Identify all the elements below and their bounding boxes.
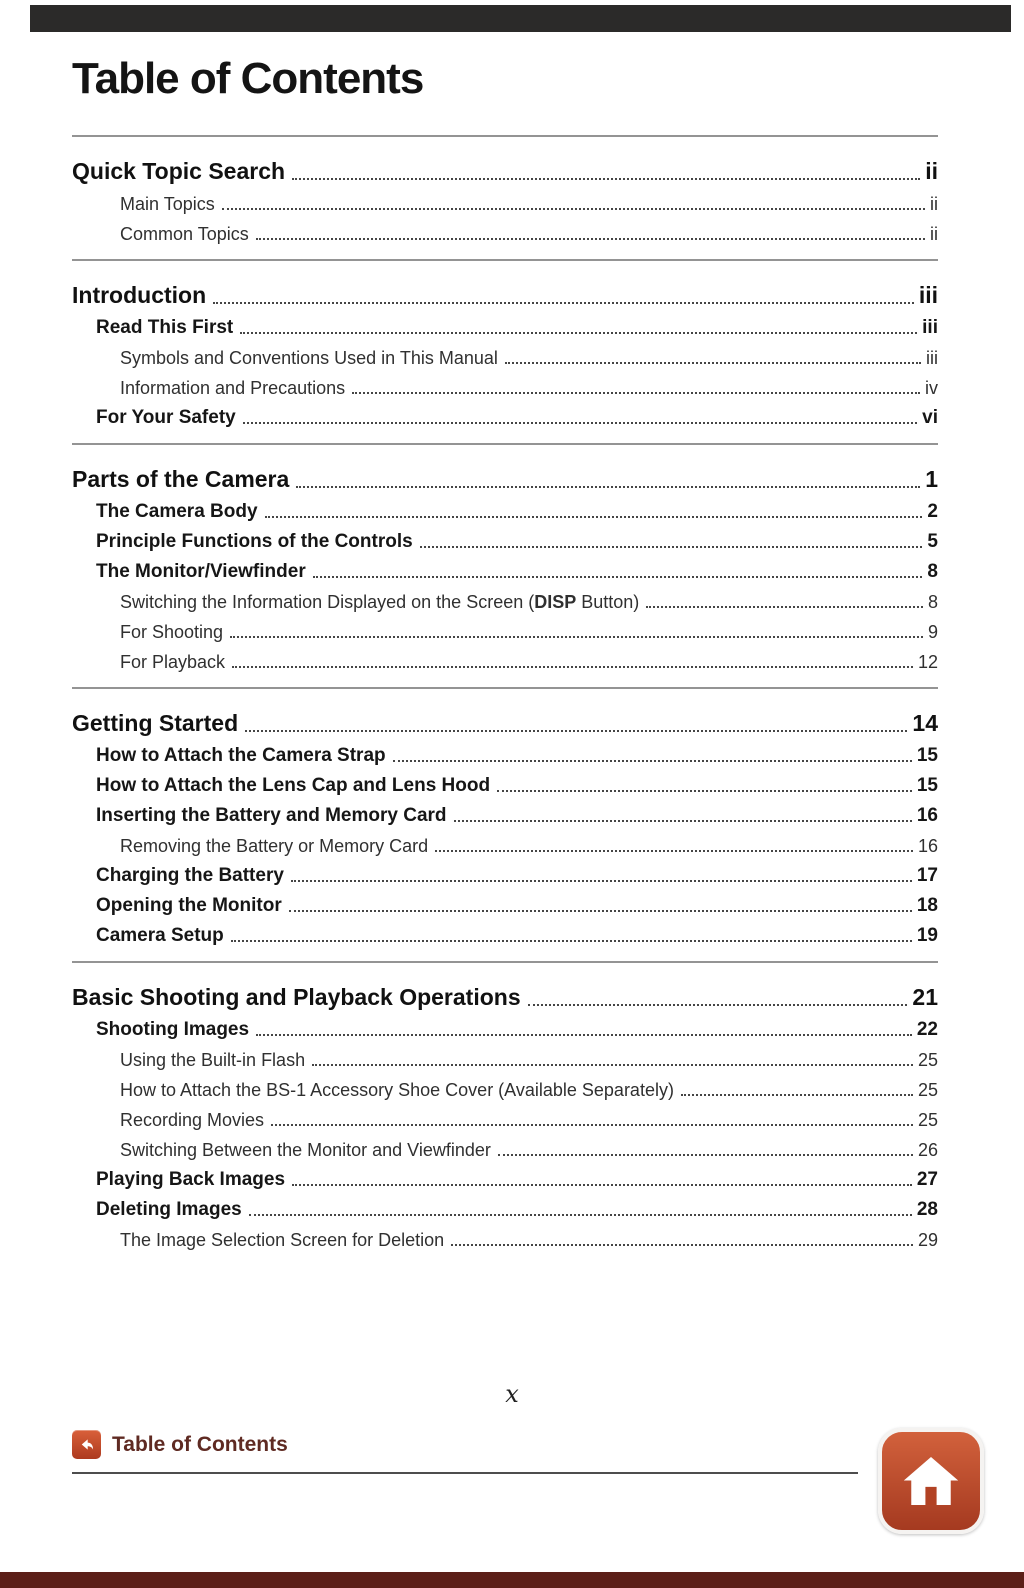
toc-leader-dots [243, 422, 917, 424]
toc-page-number: 28 [916, 1198, 938, 1220]
bottom-accent-bar [0, 1572, 1024, 1588]
toc-page-number: iv [925, 377, 938, 398]
toc-leader-dots [289, 910, 912, 912]
toc-entry[interactable] [72, 767, 938, 797]
toc-leader-dots [265, 516, 923, 518]
toc-page-number: ii [925, 157, 938, 184]
toc-section [72, 443, 938, 687]
toc-entry[interactable] [72, 309, 938, 339]
toc-entry-label: Removing the Battery or Memory Card [120, 835, 429, 856]
toc-entry[interactable] [72, 399, 938, 429]
toc-page-number: 26 [917, 1139, 938, 1160]
toc-leader-dots [232, 666, 913, 668]
toc-entry[interactable] [72, 553, 938, 583]
toc-leader-dots [312, 1064, 913, 1066]
toc-entry[interactable] [72, 1161, 938, 1191]
toc-entry-label: Main Topics [120, 193, 215, 214]
toc-section-title[interactable] [72, 271, 938, 309]
page-title: Table of Contents [72, 54, 424, 103]
toc-page-number: 1 [925, 465, 938, 492]
toc-entry[interactable] [72, 1041, 938, 1071]
toc-page-number: 25 [917, 1079, 938, 1100]
toc-entry-label: For Shooting [120, 621, 224, 642]
toc-entry-label: Information and Precautions [120, 377, 346, 398]
toc-page-number: iii [926, 347, 938, 368]
toc-entry[interactable] [72, 857, 938, 887]
toc-leader-dots [393, 760, 912, 762]
toc-leader-dots [292, 1184, 912, 1186]
toc-entry[interactable] [72, 215, 938, 245]
toc-section-title[interactable] [72, 973, 938, 1011]
toc-page-number: vi [922, 406, 938, 428]
toc-page-number: 12 [917, 651, 938, 672]
toc-entry[interactable] [72, 1011, 938, 1041]
toc-leader-dots [256, 238, 925, 240]
footer-toc-label: Table of Contents [112, 1432, 288, 1456]
toc-leader-dots [352, 392, 920, 394]
home-icon [899, 1449, 963, 1513]
toc-leader-dots [498, 1154, 913, 1156]
toc-entry[interactable] [72, 339, 938, 369]
toc-entry-label: Opening the Monitor [96, 894, 282, 916]
toc-leader-dots [313, 576, 923, 578]
toc-entry-label: For Your Safety [96, 406, 236, 428]
toc-entry-label: The Camera Body [96, 500, 258, 522]
toc-section [72, 961, 938, 1265]
top-accent-bar [30, 5, 1011, 32]
toc-entry-label: Switching the Information Displayed on the Screen (DISP Button) [120, 591, 640, 612]
home-button[interactable] [878, 1428, 984, 1534]
toc-entry-label: Symbols and Conventions Used in This Manual [120, 347, 498, 368]
toc-section-title[interactable] [72, 147, 938, 185]
toc-entry-label: Inserting the Battery and Memory Card [96, 804, 447, 826]
toc-entry-label: For Playback [120, 651, 226, 672]
toc-entry[interactable] [72, 737, 938, 767]
toc-entry-label: Parts of the Camera [72, 465, 290, 492]
toc-entry-label: Basic Shooting and Playback Operations [72, 983, 521, 1010]
toc-entry[interactable] [72, 1131, 938, 1161]
toc-page-number: 29 [917, 1229, 938, 1250]
toc-leader-dots [505, 362, 921, 364]
toc-page-number: 5 [927, 530, 938, 552]
toc-page-number: ii [930, 223, 938, 244]
toc-page-number: 9 [927, 621, 938, 642]
toc-leader-dots [497, 790, 912, 792]
toc-page-number: 16 [916, 804, 938, 826]
page-number: x [505, 1380, 519, 1408]
toc-entry[interactable] [72, 185, 938, 215]
toc-page-number: iii [922, 316, 938, 338]
toc-entry[interactable] [72, 643, 938, 673]
toc-entry[interactable] [72, 523, 938, 553]
toc-page-number: 19 [916, 924, 938, 946]
footer-toc-link[interactable] [72, 1430, 288, 1459]
toc-page-number: 17 [916, 864, 938, 886]
toc-leader-dots [296, 486, 920, 488]
toc-entry-label: The Image Selection Screen for Deletion [120, 1229, 445, 1250]
footer-divider [72, 1472, 858, 1474]
toc-page-number: 15 [916, 774, 938, 796]
toc-entry[interactable] [72, 493, 938, 523]
toc-page-number: iii [918, 281, 938, 308]
toc [72, 135, 938, 1265]
toc-entry-label: Getting Started [72, 709, 239, 736]
toc-section [72, 259, 938, 443]
toc-page-number: 25 [917, 1109, 938, 1130]
toc-leader-dots [240, 332, 917, 334]
toc-entry[interactable] [72, 583, 938, 613]
toc-section-title[interactable] [72, 699, 938, 737]
toc-leader-dots [528, 1004, 908, 1006]
toc-entry-label: Recording Movies [120, 1109, 265, 1130]
toc-leader-dots [271, 1124, 913, 1126]
toc-entry-label: Using the Built-in Flash [120, 1049, 306, 1070]
toc-leader-dots [420, 546, 923, 548]
toc-entry[interactable] [72, 887, 938, 917]
toc-entry-label: The Monitor/Viewfinder [96, 560, 306, 582]
toc-entry-label: How to Attach the Lens Cap and Lens Hood [96, 774, 491, 796]
toc-entry[interactable] [72, 1191, 938, 1221]
toc-page-number: 22 [916, 1018, 938, 1040]
toc-entry-label: Shooting Images [96, 1018, 250, 1040]
toc-page-number: 2 [927, 500, 938, 522]
toc-entry-label: Principle Functions of the Controls [96, 530, 413, 552]
toc-entry-label: Common Topics [120, 223, 249, 244]
toc-page-number: 16 [917, 835, 938, 856]
toc-page-number: 8 [927, 560, 938, 582]
toc-page-number: 21 [912, 983, 938, 1010]
toc-page-number: 15 [916, 744, 938, 766]
toc-entry-label: Read This First [96, 316, 234, 338]
toc-entry[interactable] [72, 1101, 938, 1131]
toc-leader-dots [646, 606, 923, 608]
toc-entry[interactable] [72, 1221, 938, 1251]
toc-entry-label: How to Attach the BS-1 Accessory Shoe Cover (Available Separately) [120, 1079, 674, 1100]
toc-leader-dots [681, 1094, 913, 1096]
toc-leader-dots [230, 636, 923, 638]
document-body [72, 40, 938, 1265]
toc-entry[interactable] [72, 797, 938, 827]
toc-leader-dots [291, 880, 912, 882]
toc-leader-dots [435, 850, 913, 852]
toc-page-number: 8 [927, 591, 938, 612]
toc-page-number: 27 [916, 1168, 938, 1190]
toc-leader-dots [256, 1034, 912, 1036]
toc-entry-label: Introduction [72, 281, 207, 308]
toc-entry-label: Playing Back Images [96, 1168, 286, 1190]
toc-entry[interactable] [72, 1071, 938, 1101]
toc-entry-label: Charging the Battery [96, 864, 284, 886]
toc-leader-dots [454, 820, 912, 822]
toc-entry-label: Quick Topic Search [72, 157, 286, 184]
toc-leader-dots [245, 730, 907, 732]
toc-section [72, 135, 938, 259]
toc-entry-label: How to Attach the Camera Strap [96, 744, 386, 766]
toc-section-title[interactable] [72, 455, 938, 493]
toc-page-number: 25 [917, 1049, 938, 1070]
toc-page-number: ii [930, 193, 938, 214]
toc-page-number: 14 [912, 709, 938, 736]
toc-leader-dots [451, 1244, 913, 1246]
toc-entry[interactable] [72, 917, 938, 947]
toc-leader-dots [231, 940, 912, 942]
toc-leader-dots [292, 178, 920, 180]
toc-entry[interactable] [72, 613, 938, 643]
toc-entry-label: Switching Between the Monitor and Viewfinder [120, 1139, 491, 1160]
toc-leader-dots [249, 1214, 912, 1216]
toc-page-number: 18 [916, 894, 938, 916]
toc-entry[interactable] [72, 369, 938, 399]
back-arrow-icon [72, 1430, 101, 1459]
toc-section [72, 687, 938, 961]
toc-entry-label: Deleting Images [96, 1198, 242, 1220]
toc-entry[interactable] [72, 827, 938, 857]
toc-leader-dots [213, 302, 914, 304]
toc-entry-label: Camera Setup [96, 924, 224, 946]
toc-leader-dots [222, 208, 925, 210]
